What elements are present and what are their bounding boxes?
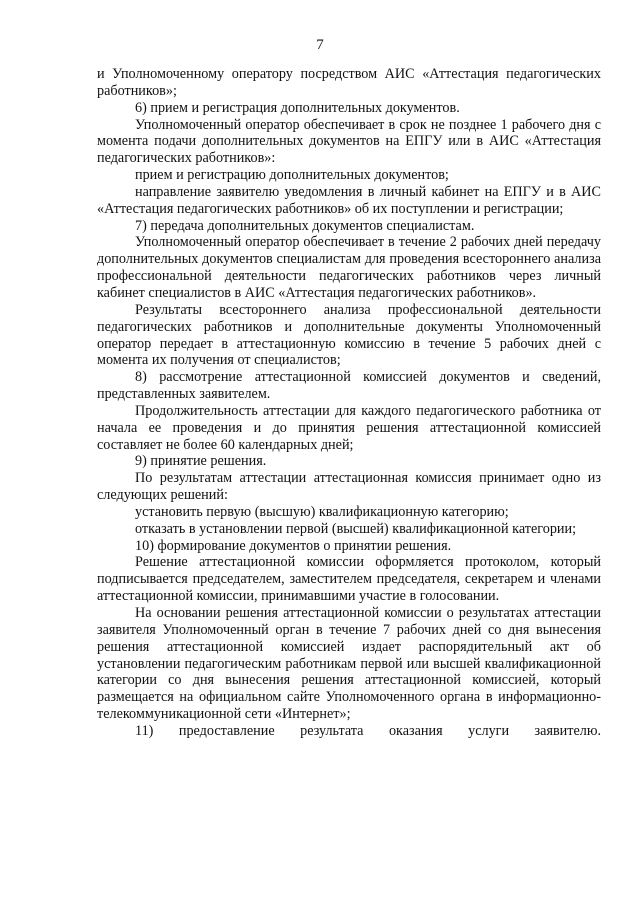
paragraph: 11) предоставление результата оказания услуги заявителю. <box>135 722 601 739</box>
paragraph: установить первую (высшую) квалификационную категорию; <box>135 503 509 520</box>
body-text <box>97 66 601 740</box>
paragraph: направление заявителю уведомления в личный кабинет на ЕПГУ и в АИС «Аттестация педагогических работников» об их поступлении и регистрации; <box>97 183 601 217</box>
paragraph: 10) формирование документов о принятии решения. <box>135 537 452 554</box>
page-number: 7 <box>316 37 324 53</box>
paragraph: прием и регистрацию дополнительных документов; <box>135 167 449 184</box>
paragraph: и Уполномоченному оператору посредством АИС «Аттестация педагогических работников»; <box>97 66 601 99</box>
paragraph: Продолжительность аттестации для каждого педагогического работника от начала ее проведения и до принятия решения аттестационной комиссией составляет не более 60 календарных дней; <box>97 402 601 453</box>
paragraph: Результаты всестороннего анализа профессиональной деятельности педагогических работников и дополнительные документы Уполномоченный оператор передает в аттестационную комиссию в течение 5 рабочих дней с момента их получения от специалистов; <box>97 301 601 369</box>
paragraph: По результатам аттестации аттестационная комиссия принимает одно из следующих решений: <box>97 470 601 504</box>
paragraph: отказать в установлении первой (высшей) квалификационной категории; <box>135 520 577 537</box>
paragraph: На основании решения аттестационной комиссии о результатах аттестации заявителя Уполномоченный орган в течение 7 рабочих дней со дня вынесения решения аттестационной комиссией издает распорядительный акт об установлении педагогическим работникам первой или высшей квалификационной категории со дня вынесения решения аттестационной комиссией, который размещается на официальном сайте Уполномоченного органа в информационно-телекоммуникационной сети «Интернет»; <box>97 605 601 723</box>
paragraph: 6) прием и регистрация дополнительных документов. <box>135 99 460 116</box>
paragraph: 8) рассмотрение аттестационной комиссией документов и сведений, представленных заявителем. <box>97 369 601 403</box>
paragraph: Уполномоченный оператор обеспечивает в течение 2 рабочих дней передачу дополнительных документов специалистам для проведения всестороннего анализа профессиональной деятельности педагогических работников через личный кабинет специалистов в АИС «Аттестация педагогических работников». <box>97 234 601 301</box>
paragraph: Уполномоченный оператор обеспечивает в срок не позднее 1 рабочего дня с момента подачи дополнительных документов на ЕПГУ или в АИС «Аттестация педагогических работников»: <box>97 116 601 167</box>
paragraph: Решение аттестационной комиссии оформляется протоколом, который подписывается председателем, заместителем председателя, секретарем и членами аттестационной комиссии, принимавшими участие в голосовании. <box>97 554 601 605</box>
paragraph: 9) принятие решения. <box>135 453 267 470</box>
paragraph: 7) передача дополнительных документов специалистам. <box>135 217 475 234</box>
